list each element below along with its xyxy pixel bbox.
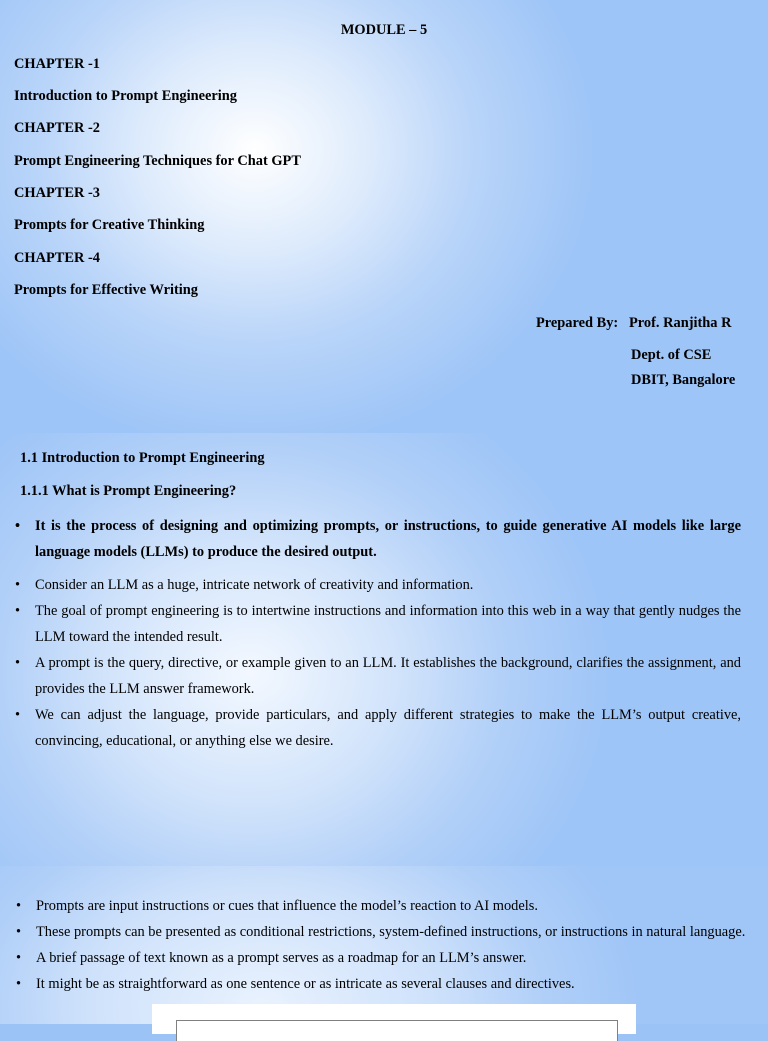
chapter-4-title: Prompts for Effective Writing <box>14 282 198 298</box>
author-name: Prof. Ranjitha R <box>629 315 732 331</box>
prompts-page <box>0 866 768 1024</box>
title-page <box>0 0 768 433</box>
bullet-text: It is the process of designing and optimizing prompts, or instructions, to guide generative AI models like large language models (LLMs) to produce the desired output. <box>35 518 741 560</box>
list-item <box>16 945 756 971</box>
bullet-text: The goal of prompt engineering is to intertwine instructions and information into this web in a way that gently nudges the LLM toward the intended result. <box>35 603 741 645</box>
prepared-by-label: Prepared By: <box>536 315 619 331</box>
list-item <box>15 598 741 650</box>
chapter-1-label: CHAPTER -1 <box>14 56 100 72</box>
bullet-marker: • <box>15 518 21 534</box>
chapter-2-title: Prompt Engineering Techniques for Chat GPT <box>14 153 301 169</box>
bullet-marker: • <box>16 950 22 966</box>
list-item <box>15 702 741 754</box>
chapter-4-label: CHAPTER -4 <box>14 250 100 266</box>
subsection-heading: 1.1.1 What is Prompt Engineering? <box>20 483 237 499</box>
chapter-3-label: CHAPTER -3 <box>14 185 100 201</box>
chapter-1-title: Introduction to Prompt Engineering <box>14 88 237 104</box>
bullet-marker: • <box>16 898 22 914</box>
bullet-marker: • <box>16 976 22 992</box>
list-item <box>16 919 756 945</box>
bullet-marker: • <box>15 603 21 619</box>
list-item <box>15 650 741 702</box>
list-item <box>15 572 741 598</box>
explanation-bullets <box>15 572 741 754</box>
list-item <box>15 513 741 565</box>
bullet-text: Prompts are input instructions or cues that influence the model’s reaction to AI models. <box>36 898 538 914</box>
chapter-2-label: CHAPTER -2 <box>14 120 100 136</box>
bullet-marker: • <box>15 707 21 723</box>
figure-image-placeholder <box>176 1020 618 1041</box>
section-heading: 1.1 Introduction to Prompt Engineering <box>20 450 265 466</box>
bullet-marker: • <box>15 655 21 671</box>
chapter-3-title: Prompts for Creative Thinking <box>14 217 205 233</box>
bullet-text: A brief passage of text known as a prompt serves as a roadmap for an LLM’s answer. <box>36 950 527 966</box>
bullet-marker: • <box>16 924 22 940</box>
intro-page <box>0 433 768 866</box>
bullet-text: A prompt is the query, directive, or example given to an LLM. It establishes the background, clarifies the assignment, and provides the LLM answer framework. <box>35 655 741 697</box>
department: Dept. of CSE <box>631 347 712 363</box>
bullet-marker: • <box>15 577 21 593</box>
prompt-bullets <box>16 893 756 997</box>
module-title: MODULE – 5 <box>340 22 428 38</box>
institution: DBIT, Bangalore <box>631 372 736 388</box>
definition-bullet <box>15 513 741 565</box>
bullet-text: These prompts can be presented as conditional restrictions, system-defined instructions, or instructions in natural language. <box>36 924 746 940</box>
bullet-text: We can adjust the language, provide particulars, and apply different strategies to make the LLM’s output creative, convincing, educational, or anything else we desire. <box>35 707 741 749</box>
figure-frame <box>152 1004 636 1034</box>
bullet-text: It might be as straightforward as one sentence or as intricate as several clauses and directives. <box>36 976 575 992</box>
list-item <box>16 893 756 919</box>
bullet-text: Consider an LLM as a huge, intricate network of creativity and information. <box>35 577 474 593</box>
list-item <box>16 971 756 997</box>
